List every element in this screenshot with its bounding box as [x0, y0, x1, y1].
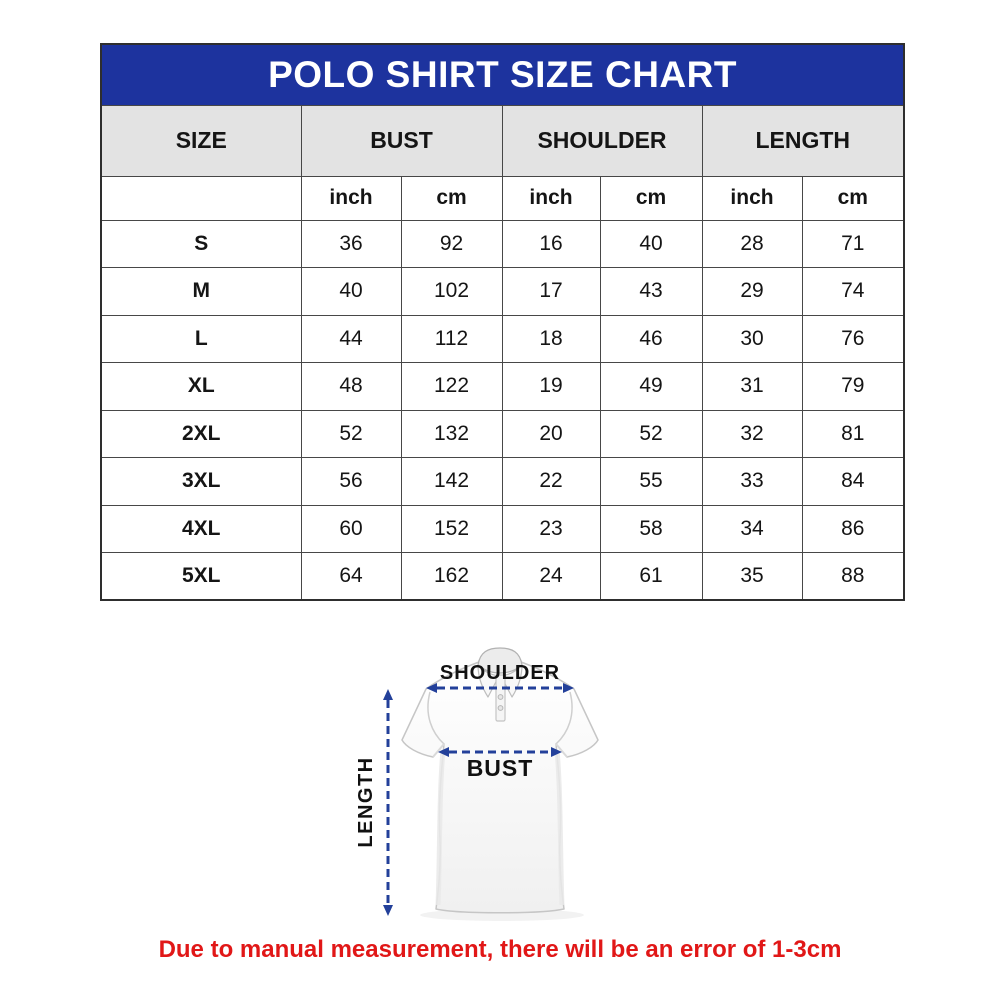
table-row-xl [101, 363, 904, 411]
cell-value: 22 [502, 458, 600, 506]
table-row-m [101, 268, 904, 316]
cell-value: 30 [702, 315, 802, 363]
size-label: 4XL [101, 505, 301, 553]
cell-value: 55 [600, 458, 702, 506]
table-row-s [101, 220, 904, 268]
cell-value: 19 [502, 363, 600, 411]
size-label: XL [101, 363, 301, 411]
table-row-2xl [101, 410, 904, 458]
unit-header-row [101, 176, 904, 220]
cell-value: 71 [802, 220, 904, 268]
unit-length-cm: cm [802, 176, 904, 220]
table-row-4xl [101, 505, 904, 553]
cell-value: 52 [301, 410, 401, 458]
size-chart-table [100, 43, 905, 601]
col-header-size: SIZE [101, 105, 301, 176]
col-header-bust: BUST [301, 105, 502, 176]
length-label: LENGTH [355, 756, 377, 848]
table-row-5xl [101, 553, 904, 601]
title-bar [101, 44, 904, 105]
cell-value: 79 [802, 363, 904, 411]
col-header-shoulder: SHOULDER [502, 105, 702, 176]
cell-value: 24 [502, 553, 600, 601]
cell-value: 16 [502, 220, 600, 268]
unit-shoulder-cm: cm [600, 176, 702, 220]
cell-value: 74 [802, 268, 904, 316]
button-icon [498, 695, 503, 700]
shoulder-label: SHOULDER [439, 662, 561, 684]
cell-value: 162 [401, 553, 502, 601]
size-label: S [101, 220, 301, 268]
unit-cell-empty [101, 176, 301, 220]
cell-value: 58 [600, 505, 702, 553]
unit-shoulder-inch: inch [502, 176, 600, 220]
cell-value: 31 [702, 363, 802, 411]
page-title: POLO SHIRT SIZE CHART [101, 44, 904, 105]
cell-value: 43 [600, 268, 702, 316]
cell-value: 122 [401, 363, 502, 411]
cell-value: 17 [502, 268, 600, 316]
cell-value: 86 [802, 505, 904, 553]
col-header-length: LENGTH [702, 105, 904, 176]
cell-value: 32 [702, 410, 802, 458]
length-measure-arrow [383, 689, 393, 916]
cell-value: 112 [401, 315, 502, 363]
measurement-disclaimer: Due to manual measurement, there will be an error of 1-3cm [158, 936, 842, 963]
bust-label: BUST [466, 755, 534, 781]
cell-value: 152 [401, 505, 502, 553]
cell-value: 81 [802, 410, 904, 458]
cell-value: 23 [502, 505, 600, 553]
unit-bust-inch: inch [301, 176, 401, 220]
cell-value: 142 [401, 458, 502, 506]
cell-value: 92 [401, 220, 502, 268]
polo-shirt-diagram [340, 645, 680, 935]
button-icon [498, 706, 503, 711]
cell-value: 76 [802, 315, 904, 363]
cell-value: 20 [502, 410, 600, 458]
cell-value: 33 [702, 458, 802, 506]
cell-value: 35 [702, 553, 802, 601]
cell-value: 28 [702, 220, 802, 268]
unit-length-inch: inch [702, 176, 802, 220]
cell-value: 102 [401, 268, 502, 316]
size-label: M [101, 268, 301, 316]
cell-value: 56 [301, 458, 401, 506]
cell-value: 44 [301, 315, 401, 363]
cell-value: 36 [301, 220, 401, 268]
cell-value: 40 [301, 268, 401, 316]
unit-bust-cm: cm [401, 176, 502, 220]
size-label: 3XL [101, 458, 301, 506]
cell-value: 60 [301, 505, 401, 553]
cell-value: 61 [600, 553, 702, 601]
cell-value: 29 [702, 268, 802, 316]
cell-value: 46 [600, 315, 702, 363]
table-row-3xl [101, 458, 904, 506]
size-label: L [101, 315, 301, 363]
cell-value: 49 [600, 363, 702, 411]
cell-value: 88 [802, 553, 904, 601]
size-label: 2XL [101, 410, 301, 458]
cell-value: 18 [502, 315, 600, 363]
table-row-l [101, 315, 904, 363]
size-label: 5XL [101, 553, 301, 601]
cell-value: 64 [301, 553, 401, 601]
cell-value: 52 [600, 410, 702, 458]
cell-value: 132 [401, 410, 502, 458]
cell-value: 84 [802, 458, 904, 506]
cell-value: 34 [702, 505, 802, 553]
column-header-row [101, 105, 904, 176]
cell-value: 48 [301, 363, 401, 411]
cell-value: 40 [600, 220, 702, 268]
